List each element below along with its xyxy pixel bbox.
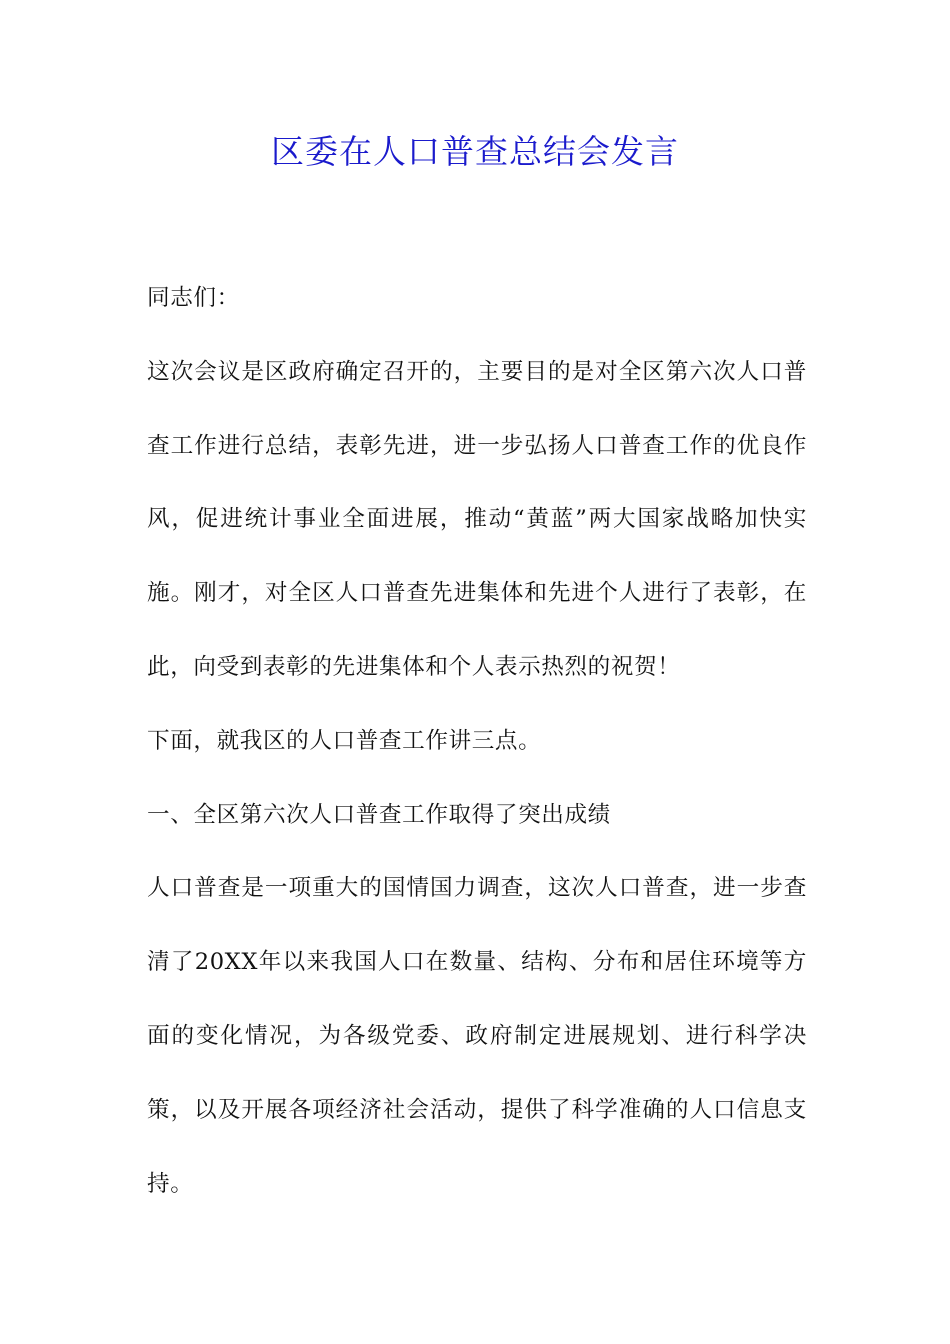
document-body (147, 262, 807, 1221)
section-heading-1: 一、全区第六次人口普查工作取得了突出成绩 (147, 801, 611, 828)
section-1-paragraph: 人口普查是一项重大的国情国力调查，这次人口普查，进一步查清了20XX年以来我国人口在数量、结构、分布和居住环境等方面的变化情况，为各级党委、政府制定进展规划、进行科学决策，以及开展各项经济社会活动，提供了科学准确的人口信息支持。 (147, 875, 807, 1197)
salutation-paragraph: 同志们： (147, 285, 240, 311)
document-title: 区委在人口普查总结会发言 (271, 132, 679, 171)
opening-paragraph: 这次会议是区政府确定召开的，主要目的是对全区第六次人口普查工作进行总结，表彰先进，进一步弘扬人口普查工作的优良作风，促进统计事业全面进展，推动“黄蓝”两大国家战略加快实施。刚才，对全区人口普查先进集体和先进个人进行了表彰，在此，向受到表彰的先进集体和个人表示热烈的祝贺！ (147, 358, 807, 680)
transition-paragraph: 下面，就我区的人口普查工作讲三点。 (147, 727, 542, 754)
